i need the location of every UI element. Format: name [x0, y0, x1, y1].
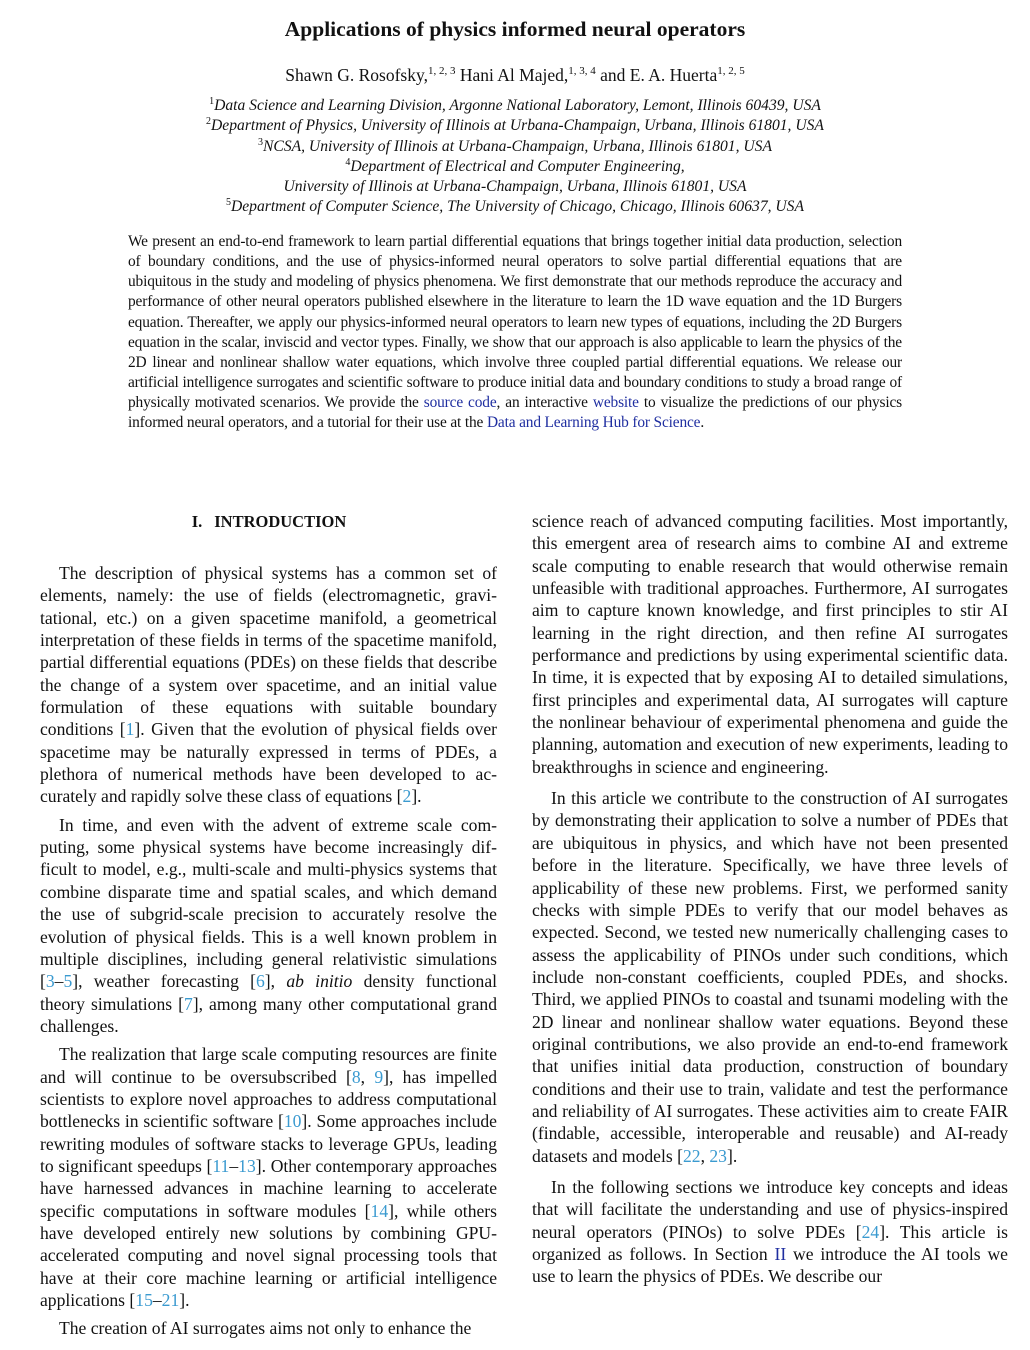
citation-link[interactable]: 24: [861, 1221, 880, 1242]
paragraph-text: ].: [179, 1290, 190, 1310]
paragraph: [40, 1043, 497, 1311]
paragraph: [40, 562, 497, 808]
affiliation-text: Department of Electrical and Computer Engineering,: [350, 157, 685, 175]
author-name: E. A. Huerta: [629, 65, 718, 85]
paragraph-text: we introduce the AI tools we use to learn the physics of PDEs. We describe our: [532, 1244, 1008, 1287]
affiliation: [0, 96, 1030, 116]
citation-link[interactable]: 15: [135, 1290, 153, 1310]
citation-link[interactable]: 10: [283, 1111, 302, 1132]
left-column: [41, 510, 497, 1340]
affiliation: [0, 116, 1030, 136]
affiliation-text: Department of Physics, University of Illinois at Urbana-Champaign, Urbana, Illinois 61801, USA: [211, 117, 824, 135]
source-code-link[interactable]: source code: [423, 394, 497, 412]
paragraph-text: ]. This article is organized as follows. In Section: [532, 1221, 1008, 1264]
paragraph-text: ]. Given that the evolution of physical fields over spacetime may be naturally expressed in terms of PDEs, a plethora of numerical methods have been developed to accurately and rapidly solve these class of equations [: [40, 719, 497, 807]
website-link[interactable]: website: [592, 394, 639, 412]
right-column: [532, 510, 1008, 1288]
affiliation-number: 1: [209, 96, 215, 107]
citation-dash: –: [54, 971, 64, 992]
author-affiliation-marks: 1, 3, 4: [568, 65, 596, 77]
citation-link[interactable]: 21: [161, 1290, 180, 1310]
affiliation: [0, 157, 1030, 177]
author-affiliation-marks: 1, 2, 5: [717, 65, 745, 77]
citation-dash: –: [229, 1155, 239, 1176]
citation-link[interactable]: 5: [63, 971, 73, 992]
section-ref-link[interactable]: II: [774, 1244, 787, 1264]
paragraph-text: ]. Other contemporary approaches have harnessed advances in machine learning to accelerate specific computations in software modules [: [40, 1155, 497, 1221]
paragraph-text: ]. Some approaches include rewriting modules of software stacks to leverage GPUs, leading to significant speedups [: [40, 1111, 497, 1176]
paragraph: [532, 787, 1008, 1167]
abstract: [128, 232, 902, 434]
affiliation-text: Department of Computer Science, The University of Chicago, Chicago, Illinois 60637, USA: [231, 198, 804, 216]
citation-link[interactable]: 22: [682, 1145, 701, 1166]
abstract-text: to visualize the predictions of our physics informed neural operators, and a tutorial for their use at the: [128, 394, 903, 432]
citation-link[interactable]: 9: [374, 1066, 384, 1087]
section-number: I.: [191, 512, 203, 531]
paragraph-text: ], weather forecasting [: [72, 971, 256, 992]
affiliation-number: 4: [345, 156, 351, 168]
affiliation-text: Data Science and Learning Division, Argonne National Laboratory, Lemont, Illinois 60439, USA: [214, 97, 821, 114]
citation-dash: –: [152, 1290, 162, 1310]
paragraph-text: ],: [264, 971, 287, 992]
section-title: INTRODUCTION: [214, 512, 347, 531]
abstract-text: We present an end-to-end framework to learn partial differential equations that brings together initial data production, selection of boundary conditions, and the use of physics-informed neural operators to solve partial differential equations that are ubiquitous in the study and modeling of physics phenomena. We first demonstrate that our methods reproduce the accuracy and performance of other neural operators published elsewhere in the literature to learn the 1D wave equation and the 1D Burgers equation. Thereafter, we apply our physics-informed neural operators to learn new types of equations, including the 2D Burgers equation in the scalar, inviscid and vector types. Finally, we show that our approach is also applicable to learn the physics of the 2D linear and nonlinear shallow water equations, which involve three coupled partial differential equations. We release our artificial intelligence surrogates and scientific software to produce initial data and boundary conditions to study a broad range of physically motivated scenarios. We provide the: [128, 233, 902, 412]
abstract-text: .: [700, 414, 705, 432]
paragraph-text: In time, and even with the advent of extreme scale computing, some physical systems have become increasingly difficult to model, e.g., multi-scale and multi-physics systems that combine disparate time and spatial scales, and which demand the use of subgrid-scale precision to accurately resolve the evolution of physical fields. This is a well known problem in multiple disciplines, including general relativistic simulations [: [40, 814, 497, 992]
author-name: Shawn G. Rosofsky,: [285, 65, 428, 85]
affiliation-number: 3: [258, 136, 264, 148]
paragraph-text: In the following sections we introduce key concepts and ideas that will facilitate the understanding and use of physics-inspired neural operators (PINOs) to solve PDEs [: [532, 1176, 1008, 1242]
paragraph-text: ].: [411, 786, 422, 807]
author-name: Hani Al Majed,: [459, 65, 569, 85]
author-connector: and: [600, 65, 626, 85]
affiliation-number: 2: [206, 116, 212, 128]
citation-separator: ,: [360, 1066, 375, 1087]
abstract-text: , an interactive: [496, 394, 593, 412]
paragraph: [532, 510, 1008, 778]
affiliation: [0, 197, 1030, 217]
paragraph-text: The realization that large scale computing resources are finite and will continue to be oversubscribed [: [40, 1044, 497, 1087]
affiliation-number: 5: [226, 197, 231, 209]
section-heading: [41, 512, 497, 532]
data-learning-hub-link[interactable]: Data and Learning Hub for Science: [486, 414, 701, 432]
paragraph-text: ], has impelled scientists to explore novel approaches to address computational bottlenecks in scientific software [: [40, 1066, 497, 1132]
citation-link[interactable]: 2: [402, 786, 412, 807]
citation-link[interactable]: 14: [370, 1200, 389, 1221]
citation-link[interactable]: 6: [256, 971, 265, 992]
paragraph: [532, 1176, 1008, 1288]
paper-title: Applications of physics informed neural operators: [284, 17, 746, 41]
paragraph: [40, 814, 497, 1037]
affiliation: [0, 177, 1030, 197]
author-list: [0, 65, 1030, 86]
paragraph-text: density functional theory simulations [: [40, 971, 498, 1014]
affiliation-text: NCSA, University of Illinois at Urbana-Champaign, Urbana, Illinois 61801, USA: [263, 137, 772, 155]
citation-link[interactable]: 7: [183, 993, 193, 1014]
paragraph-text: The description of physical systems has a common set of elements, namely: the use of fields (electromagnetic, gravitational, etc.) on a given spacetime manifold, a geometrical interpretation of these fields in terms of the spacetime manifold, partial differential equations (PDEs) on these fields that describe the change of a system over spacetime, and an initial value formulation of these equations with suitable boundary conditions [: [40, 563, 497, 740]
citation-link[interactable]: 1: [125, 719, 135, 740]
paragraph-text: The creation of AI surrogates aims not only to enhance the: [59, 1318, 472, 1339]
author-affiliation-marks: 1, 2, 3: [427, 65, 456, 77]
paragraph-text: ].: [726, 1145, 738, 1166]
citation-link[interactable]: 8: [351, 1066, 361, 1087]
citation-link[interactable]: 13: [238, 1155, 256, 1176]
citation-link[interactable]: 3: [45, 971, 55, 992]
paragraph: [40, 1317, 497, 1339]
paragraph-text: science reach of advanced computing facilities. Most importantly, this emergent area of research aims to combine AI and extreme scale computing to enable research that would otherwise remain unfeasible with traditional approaches. Furthermore, AI surrogates aim to capture known knowledge, and first principles to stir AI learning in the right direction, and then refine AI surrogates performance and predictions by using experimental scientific data. In time, it is expected that by exposing AI to detailed simulations, first principles and experimental data, AI surrogates will capture the nonlinear behaviour of experimental phenomena and guide the planning, automation and execution of new experiments, leading to breakthroughs in science and engineering.: [532, 511, 1008, 777]
citation-link[interactable]: 11: [212, 1155, 230, 1176]
citation-separator: ,: [700, 1145, 710, 1166]
paragraph-text: ], while others have developed entirely new solutions by combining GPU-accelerated computing and novel signal processing tools that have at their core machine learning or artificial intelligence applications [: [40, 1200, 498, 1310]
affiliation: [0, 137, 1030, 157]
affiliation-list: [0, 96, 1030, 218]
paragraph-text: In this article we contribute to the construction of AI surrogates by demonstrating their application to solve a number of PDEs that are ubiquitous in physics, and which have not been presented before in the literature. Specifically, we have three levels of applicability of these new problems. First, we performed sanity checks with simple PDEs to verify that our model behaves as expected. Second, we tested new numerically challenging cases to assess the applicability of PINOs under such conditions, which include non-constant coefficients, coupled PDEs, and shocks. Third, we applied PINOs to coastal and tsunami modeling with the 2D linear and nonlinear shallow water equations. Beyond these original contributions, we also provide an end-to-end framework that unifies initial data production, construction of boundary conditions and their use to train, validate and test the performance and reliability of AI surrogates. These activities aim to create FAIR (findable, accessible, interoperable and reusable) and AI-ready datasets and models [: [532, 788, 1008, 1166]
italic-text: ab initio: [286, 971, 353, 992]
paragraph-text: ], among many other computational grand challenges.: [40, 993, 497, 1036]
citation-link[interactable]: 23: [709, 1145, 727, 1166]
affiliation-text: University of Illinois at Urbana-Champaign, Urbana, Illinois 61801, USA: [283, 178, 747, 196]
